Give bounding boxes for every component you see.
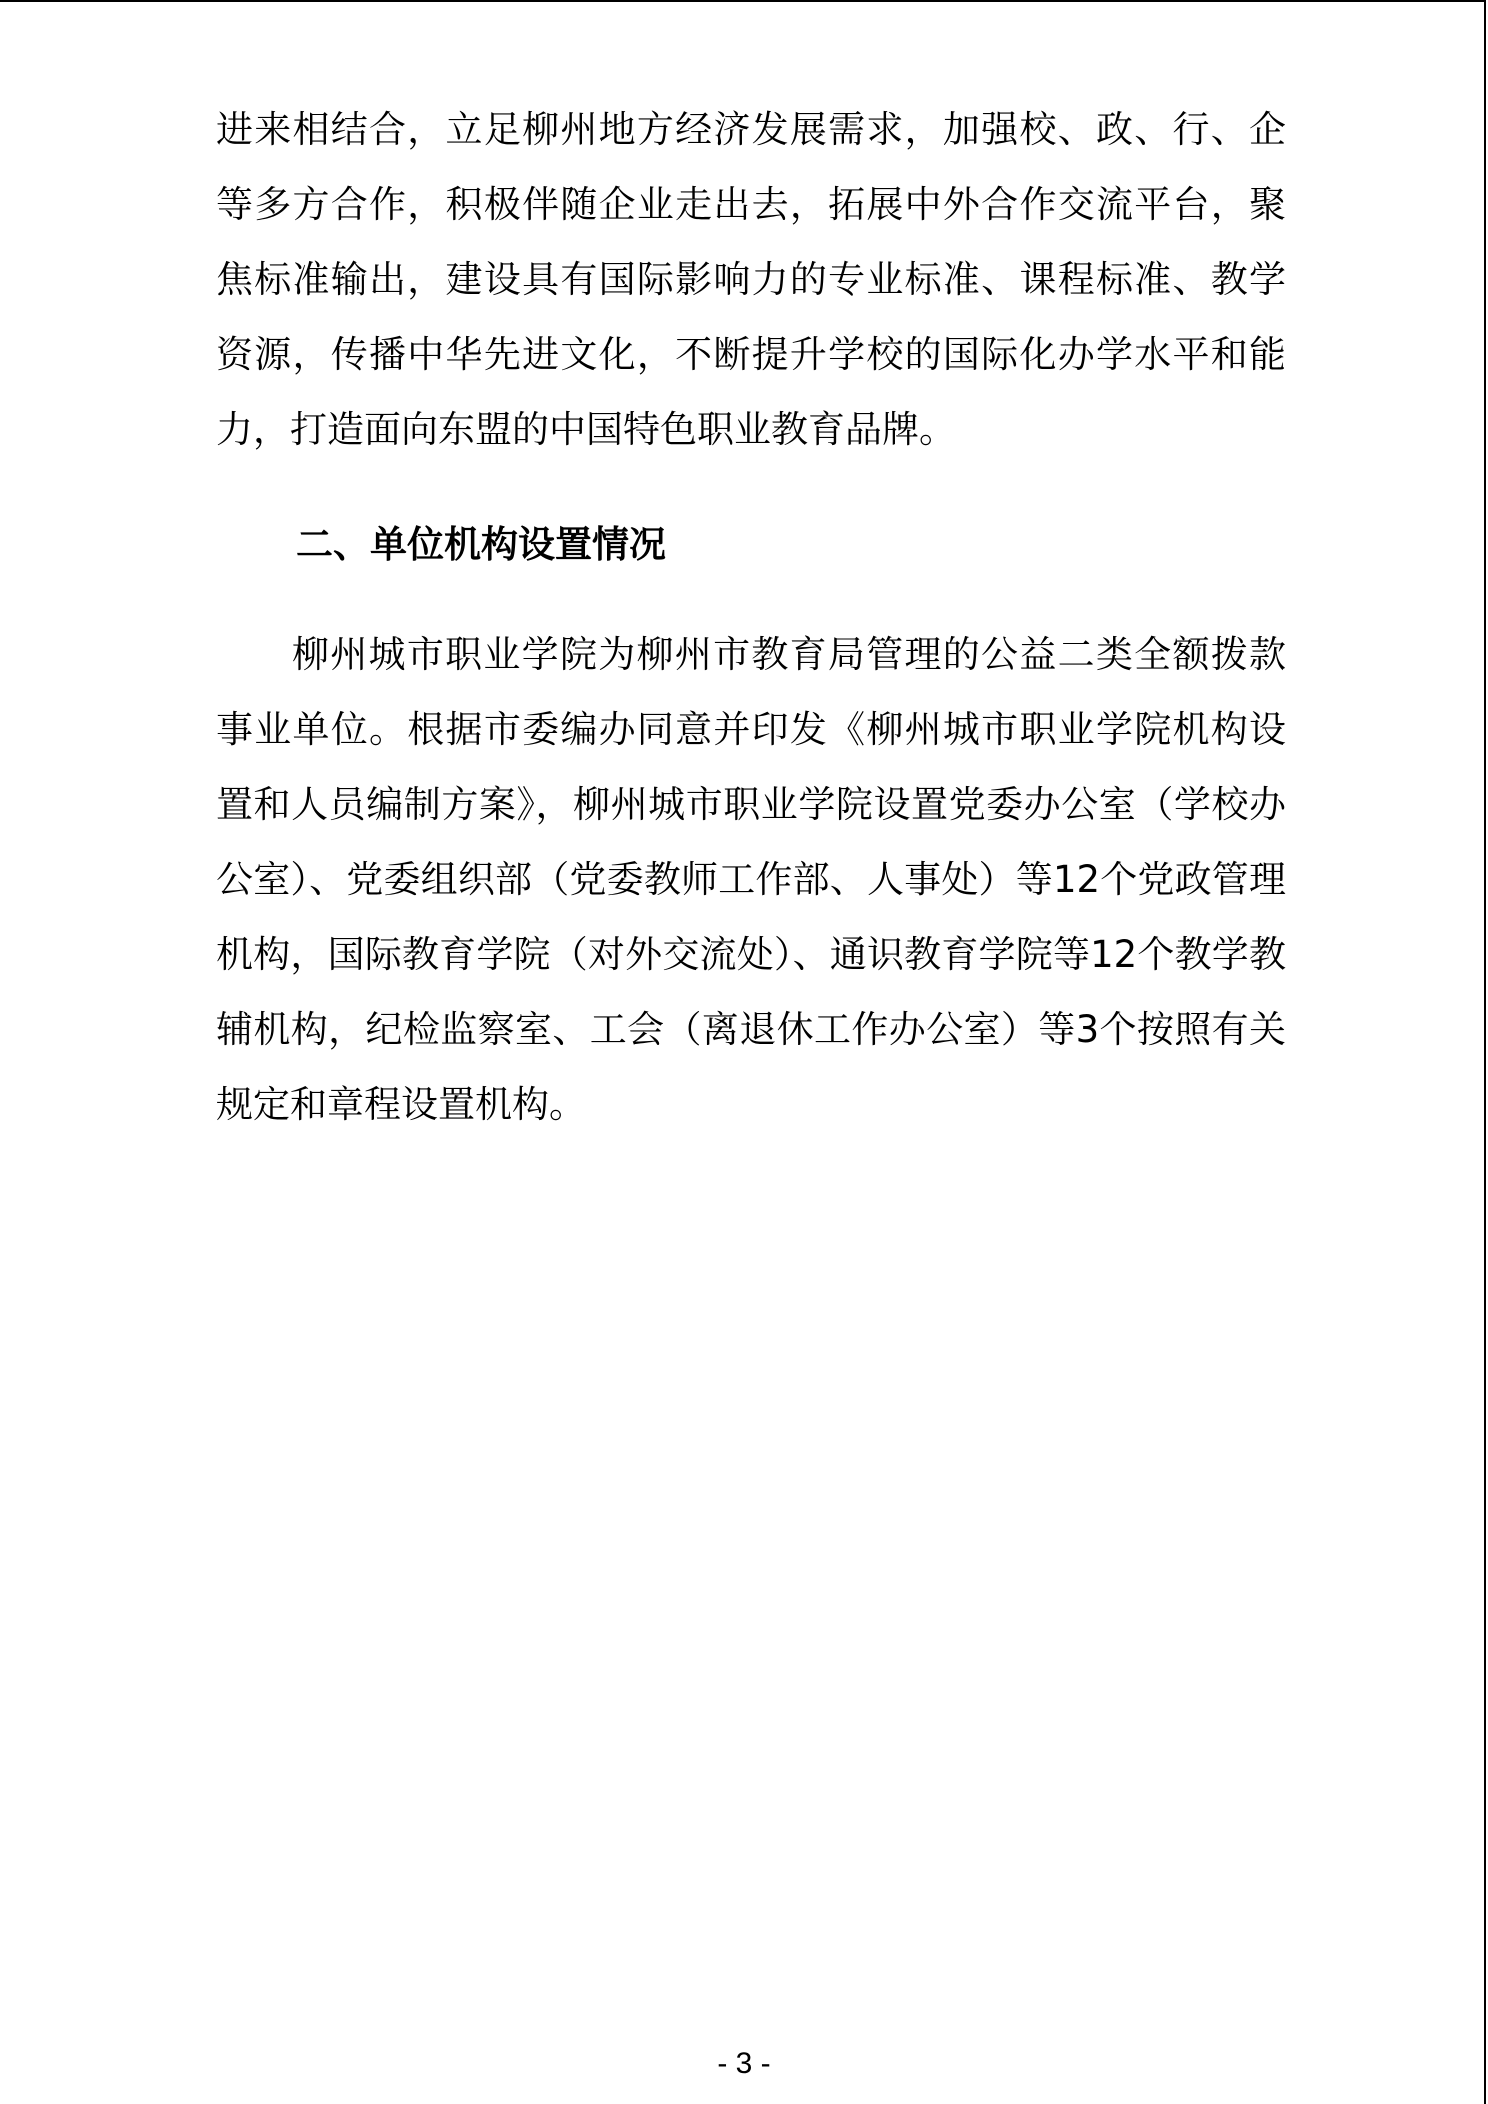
- body-paragraph-continuation: 进来相结合，立足柳州地方经济发展需求，加强校、政、行、企等多方合作，积极伴随企业走出去，拓展中外合作交流平台，聚焦标准输出，建设具有国际影响力的专业标准、课程标准、教学资源，传播中华先进文化，不断提升学校的国际化办学水平和能力，打造面向东盟的中国特色职业教育品牌。: [216, 108, 1286, 451]
- section-heading: 二、单位机构设置情况: [296, 523, 666, 566]
- page-number: - 3 -: [717, 2047, 771, 2080]
- body-paragraph-institution-setup: 柳州城市职业学院为柳州市教育局管理的公益二类全额拨款事业单位。根据市委编办同意并印发《柳州城市职业学院机构设置和人员编制方案》，柳州城市职业学院设置党委办公室（学校办公室）、党委组织部（党委教师工作部、人事处）等12个党政管理机构，国际教育学院（对外交流处）、通识教育学院等12个教学教辅机构，纪检监察室、工会（离退休工作办公室）等3个按照有关规定和章程设置机构。: [216, 633, 1286, 1126]
